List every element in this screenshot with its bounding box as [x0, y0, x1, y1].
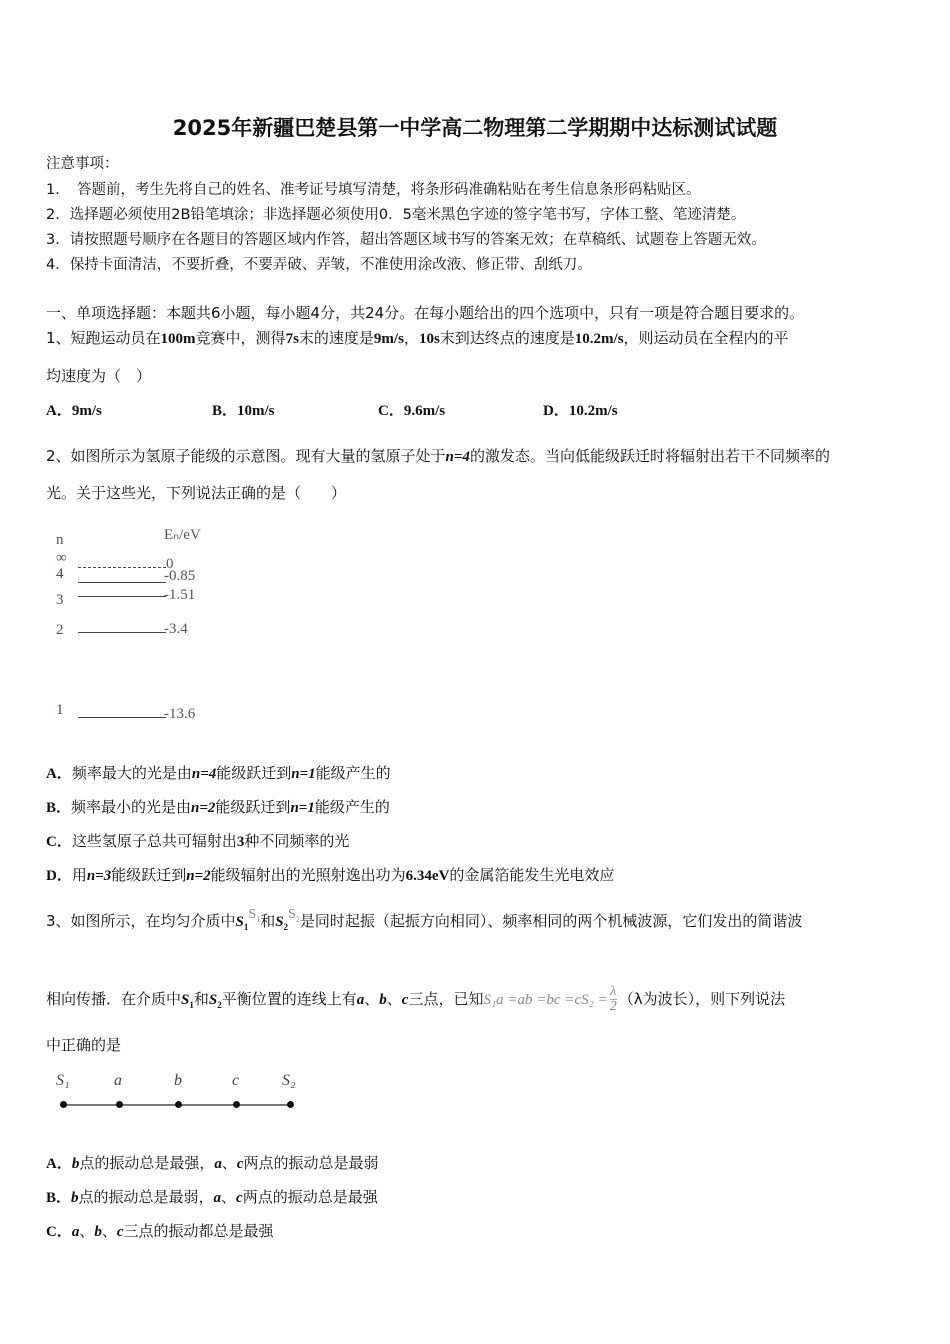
notice-heading: 注意事项： — [46, 156, 119, 172]
option-label: D． — [46, 868, 72, 884]
value: n=4 — [445, 449, 470, 465]
question-2-text — [46, 445, 830, 466]
point: a — [213, 1190, 222, 1206]
text: 末到达终点的速度是 — [439, 329, 575, 347]
text: 和 — [260, 912, 276, 930]
q3-option-a[interactable] — [46, 1152, 379, 1173]
label-a: a — [114, 1072, 122, 1089]
text: 三点，已知 — [408, 990, 484, 1008]
energy-axis-label: Eₙ/eV — [164, 527, 201, 543]
option-label: C． — [46, 1224, 72, 1240]
label-s1: S₁ — [56, 1072, 70, 1089]
text: 两点的振动总是最强 — [242, 1188, 378, 1206]
separator: 、 — [221, 1188, 237, 1206]
text: 3、如图所示，在均匀介质中 — [46, 912, 236, 930]
text: 的金属箔能发生光电效应 — [449, 866, 615, 884]
text: 用 — [71, 866, 87, 884]
value: n=1 — [291, 766, 316, 782]
value: 6.34eV — [405, 868, 450, 884]
text: ， — [403, 329, 419, 347]
q2-option-d[interactable] — [46, 864, 614, 885]
text: 能级辐射出的光照射逸出功为 — [210, 866, 406, 884]
n-axis-label: n — [56, 532, 64, 548]
point: b — [71, 1190, 79, 1206]
option-label: B． — [46, 800, 72, 816]
q3-option-c[interactable] — [46, 1220, 274, 1241]
text: 频率最大的光是由 — [71, 764, 192, 782]
option-text: 9m/s — [71, 403, 102, 419]
s1-symbol: $S_1$ — [181, 992, 194, 1010]
question-3-text — [46, 907, 803, 932]
text: 能级跃迁到 — [111, 866, 187, 884]
separator: 、 — [386, 990, 402, 1008]
point: c — [236, 1156, 244, 1172]
option-text: 9.6m/s — [403, 403, 446, 419]
level-line-4 — [78, 582, 166, 583]
value: n=4 — [191, 766, 217, 782]
point: a — [71, 1224, 80, 1240]
value: n=1 — [290, 800, 315, 816]
level-line-2 — [78, 632, 166, 633]
value: 3 — [236, 834, 245, 850]
text: 能级产生的 — [314, 798, 390, 816]
notice-item-4: 4．保持卡面清洁，不要折叠，不要弄破、弄皱，不准使用涂改液、修正带、刮纸刀。 — [46, 257, 592, 273]
option-label: A． — [46, 1156, 72, 1172]
point-dot-s1 — [60, 1101, 67, 1108]
text: 能级跃迁到 — [216, 764, 292, 782]
option-label: D． — [543, 403, 569, 419]
notice-item-1: 1． 答题前，考生先将自己的姓名、准考证号填写清楚，将条形码准确粘贴在考生信息条形码粘贴区。 — [46, 182, 701, 198]
question-1-text — [46, 327, 789, 348]
text: ，则运动员在全程内的平 — [623, 329, 789, 347]
value: n=2 — [191, 800, 216, 816]
q2-option-b[interactable] — [46, 796, 390, 817]
distance-formula: S₁a =ab =bc =cS₂ = — [483, 992, 608, 1008]
separator: 、 — [364, 990, 380, 1008]
option-text: 10.2m/s — [568, 403, 618, 419]
separator: 、 — [101, 1222, 117, 1240]
s1-symbol: $S_1$ — [235, 914, 249, 932]
point: b — [94, 1224, 102, 1240]
option-label: B． — [46, 1190, 72, 1206]
question-3-text-line2 — [46, 985, 785, 1014]
text: 点的振动总是最弱， — [78, 1188, 214, 1206]
point-dot-c — [233, 1101, 240, 1108]
text: 两点的振动总是最弱 — [243, 1154, 379, 1172]
q3-option-b[interactable] — [46, 1186, 378, 1207]
lambda-half-fraction — [610, 985, 617, 1014]
wave-source-line-diagram — [56, 1070, 300, 1120]
value: 100m — [160, 331, 196, 347]
q2-option-a[interactable] — [46, 762, 391, 783]
text: 能级产生的 — [315, 764, 391, 782]
q2-option-c[interactable] — [46, 830, 349, 851]
point-dot-b — [175, 1101, 182, 1108]
level-n-1: 1 — [56, 702, 64, 718]
level-line-3 — [78, 596, 166, 597]
value: 10.2m/s — [574, 331, 624, 347]
separator: 、 — [79, 1222, 95, 1240]
s2-symbol: $S_2$ — [275, 914, 289, 932]
separator: 、 — [221, 1154, 237, 1172]
fraction-numerator: λ — [610, 984, 617, 999]
level-energy-2: -3.4 — [164, 621, 188, 637]
option-label: C． — [46, 834, 72, 850]
option-label: A． — [46, 403, 72, 419]
value: n=3 — [86, 868, 112, 884]
label-s2: S₂ — [282, 1072, 296, 1089]
label-b: b — [174, 1072, 182, 1089]
level-n-3: 3 — [56, 592, 64, 608]
text: 相向传播．在介质中 — [46, 990, 182, 1008]
text: 种不同频率的光 — [244, 832, 350, 850]
point-a: a — [356, 992, 365, 1008]
s2-formula-image: $S_2$ — [288, 907, 300, 924]
option-label: B． — [212, 403, 238, 419]
text: 的激发态。当向低能级跃迁时将辐射出若干不同频率的 — [469, 447, 830, 465]
s1-formula-image: $S_1$ — [248, 907, 261, 924]
energy-level-diagram — [50, 520, 230, 730]
section-heading: 一、单项选择题：本题共6小题，每小题4分，共24分。在每小题给出的四个选项中，只有一项是符合题目要求的。 — [46, 304, 805, 322]
value: 10s — [418, 331, 440, 347]
text: 是同时起振（起振方向相同）、频率相同的两个机械波源，它们发出的简谐波 — [299, 912, 803, 930]
notice-item-2: 2．选择题必须使用2B铅笔填涂；非选择题必须使用0．5毫米黑色字迹的签字笔书写，字体工整、笔迹清楚。 — [46, 207, 746, 223]
option-label: A． — [46, 766, 72, 782]
text: 2、如图所示为氢原子能级的示意图。现有大量的氢原子处于 — [46, 447, 446, 465]
label-c: c — [232, 1072, 240, 1089]
level-energy-inf: 0 — [166, 556, 174, 572]
q1-option-a[interactable] — [46, 399, 102, 420]
fraction-denominator: 2 — [609, 999, 617, 1014]
level-line-1 — [78, 717, 166, 718]
value: n=2 — [186, 868, 211, 884]
text: 频率最小的光是由 — [71, 798, 192, 816]
question-2-text-line2: 光。关于这些光，下列说法正确的是（ ） — [46, 484, 347, 502]
text: 末的速度是 — [298, 329, 374, 347]
level-energy-1: -13.6 — [164, 706, 196, 722]
level-energy-4: -0.85 — [164, 568, 196, 584]
question-1-text-line2: 均速度为（ ） — [46, 367, 152, 385]
text: 这些氢原子总共可辐射出 — [71, 832, 237, 850]
value: 7s — [285, 331, 299, 347]
level-n-4: 4 — [56, 566, 64, 582]
notice-item-3: 3．请按照题号顺序在各题目的答题区域内作答，超出答题区域书写的答案无效；在草稿纸、试题卷上答题无效。 — [46, 232, 766, 248]
point: b — [71, 1156, 80, 1172]
q1-option-c[interactable] — [378, 399, 445, 420]
level-n-inf: ∞ — [56, 550, 67, 566]
text: 三点的振动都总是最强 — [123, 1222, 274, 1240]
s2-symbol: $S_2$ — [208, 992, 222, 1010]
point: a — [214, 1156, 222, 1172]
point: c — [236, 1190, 243, 1206]
option-label: C． — [378, 403, 404, 419]
text: 点的振动总是最强， — [79, 1154, 215, 1172]
q1-option-d[interactable] — [543, 399, 618, 420]
text: （λ为波长），则下列说法 — [618, 990, 786, 1008]
text: 1、短跑运动员在 — [46, 329, 161, 347]
level-energy-3: -1.51 — [164, 587, 196, 603]
text: 能级跃迁到 — [215, 798, 291, 816]
page-title: 2025年新疆巴楚县第一中学高二物理第二学期期中达标测试试题 — [172, 116, 778, 140]
point: c — [116, 1224, 124, 1240]
point-dot-a — [116, 1101, 123, 1108]
q1-option-b[interactable] — [212, 399, 275, 420]
value: 9m/s — [373, 331, 404, 347]
question-3-text-line3: 中正确的是 — [46, 1036, 122, 1054]
text: 竞赛中，测得 — [195, 329, 286, 347]
point-dot-s2 — [287, 1101, 294, 1108]
option-text: 10m/s — [237, 403, 275, 419]
point-b: b — [379, 992, 387, 1008]
level-line-inf — [78, 567, 166, 568]
text: 平衡位置的连线上有 — [221, 990, 357, 1008]
text: 和 — [193, 990, 209, 1008]
point-c: c — [401, 992, 409, 1008]
level-n-2: 2 — [56, 622, 64, 638]
